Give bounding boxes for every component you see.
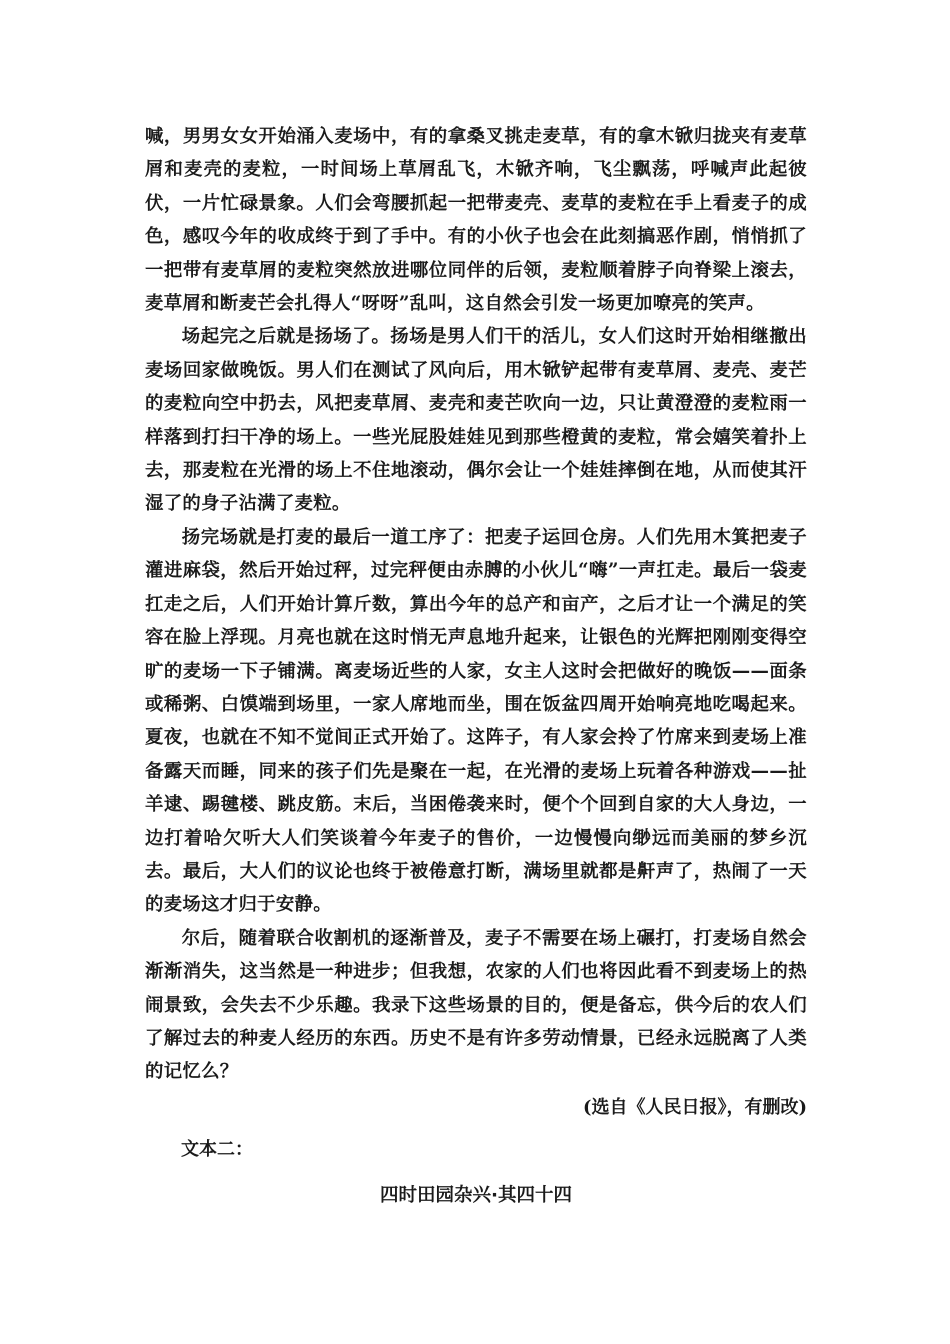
text-two-label: 文本二： xyxy=(181,1138,253,1160)
article-paragraph-3: 扬完场就是打麦的最后一道工序了：把麦子运回仓房。人们先用木箕把麦子灌进麻袋，然后开始过秤，过完秤便由赤膊的小伙儿“嗨”一声扛走。最后一袋麦扛走之后，人们开始计算斤数，算出今年的总产和亩产，之后才让一个满足的笑容在脸上浮现。月亮也就在这时悄无声息地升起来，让银色的光辉把刚刚变得空旷的麦场一下子铺满。离麦场近些的人家，女主人这时会把做好的晚饭——面条或稀粥、白馍端到场里，一家人席地而坐，围在饭盆四周开始响亮地吃喝起来。夏夜，也就在不知不觉间正式开始了。这阵子，有人家会拎了竹席来到麦场上准备露天而睡，同来的孩子们先是聚在一起，在光滑的麦场上玩着各种游戏——扯羊逮、踢毽楼、跳皮筋。末后，当困倦袭来时，便个个回到自家的大人身边，一边打着哈欠听大人们笑谈着今年麦子的售价，一边慢慢向缈远而美丽的梦乡沉去。最后，大人们的议论也终于被倦意打断，满场里就都是鼾声了，热闹了一天的麦场这才归于安静。 xyxy=(145,526,807,916)
document-page xyxy=(145,120,807,1213)
article-paragraph-2: 场起完之后就是扬场了。扬场是男人们干的活儿，女人们这时开始相继撤出麦场回家做晚饭。男人们在测试了风向后，用木锨铲起带有麦草屑、麦壳、麦芒的麦粒向空中扔去，风把麦草屑、麦壳和麦芒吹向一边，只让黄澄澄的麦粒雨一样落到打扫干净的场上。一些光屁股娃娃见到那些橙黄的麦粒，常会嬉笑着扑上去，那麦粒在光滑的场上不住地滚动，偶尔会让一个娃娃摔倒在地，从而使其汗湿了的身子沾满了麦粒。 xyxy=(145,326,807,515)
article-paragraph-1: 喊，男男女女开始涌入麦场中，有的拿桑叉挑走麦草，有的拿木锨归拢夹有麦草屑和麦壳的麦粒，一时间场上草屑乱飞，木锨齐响，飞尘飘荡，呼喊声此起彼伏，一片忙碌景象。人们会弯腰抓起一把带麦壳、麦草的麦粒在手上看麦子的成色，感叹今年的收成终于到了手中。有的小伙子也会在此刻搞恶作剧，悄悄抓了一把带有麦草屑的麦粒突然放进哪位同伴的后领，麦粒顺着脖子向脊梁上滚去，麦草屑和断麦芒会扎得人“呀呀”乱叫，这自然会引发一场更加嘹亮的笑声。 xyxy=(145,126,807,315)
poem-title: 四时田园杂兴·其四十四 xyxy=(379,1184,573,1206)
article-source: (选自《人民日报》，有删改) xyxy=(582,1096,807,1118)
article-paragraph-4: 尔后，随着联合收割机的逐渐普及，麦子不需要在场上碾打，打麦场自然会渐渐消失，这当然是一种进步；但我想，农家的人们也将因此看不到麦场上的热闹景致，会失去不少乐趣。我录下这些场景的目的，便是备忘，供今后的农人们了解过去的种麦人经历的东西。历史不是有许多劳动情景，已经永远脱离了人类的记忆么？ xyxy=(145,927,807,1083)
